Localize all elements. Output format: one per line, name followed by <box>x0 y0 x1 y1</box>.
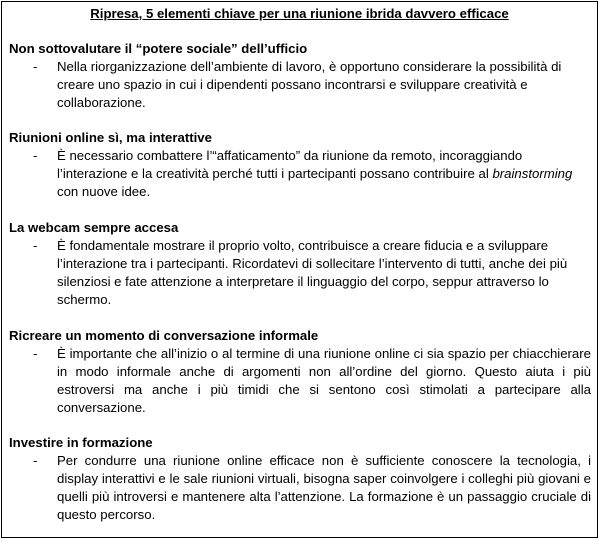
section-heading: Non sottovalutare il “potere sociale” dell’ufficio <box>9 41 308 56</box>
section-text <box>57 147 591 201</box>
section-text: Nella riorganizzazione dell’ambiente di lavoro, è opportuno considerare la possibilità di creare uno spazio in cui i dipendenti possano incontrarsi e sviluppare creatività e collaborazione. <box>57 59 562 110</box>
section-interactive-meetings <box>9 129 591 201</box>
document-title: Ripresa, 5 elementi chiave per una riunione ibrida davvero efficace <box>90 6 509 21</box>
section-text: Per condurre una riunione online efficace non è sufficiente conoscere la tecnologia, i display interattivi e le sale riunioni virtuali, bisogna saper coinvolgere i colleghi più giovani e quelli più introversi e mantenere alta l’attenzione. La formazione è un passaggio cruciale di questo percorso. <box>57 453 591 522</box>
section-text: È fondamentale mostrare il proprio volto, contribuisce a creare fiducia e a sviluppare l’interazione tra i partecipanti. Ricordatevi di sollecitare l’intervento di tutti, anche dei più silenziosi e fate attenzione a interpretare il linguaggio del corpo, seppur attraverso lo schermo. <box>57 238 568 307</box>
section-webcam <box>9 219 591 309</box>
list-item <box>9 452 591 524</box>
section-heading: Investire in formazione <box>9 435 153 450</box>
list-item <box>9 237 591 309</box>
section-social-power <box>9 40 591 112</box>
list-item <box>9 147 591 201</box>
section-training <box>9 434 591 524</box>
bullet-dash: - <box>33 346 38 361</box>
text-segment: con nuove idee. <box>57 184 151 199</box>
bullet-dash: - <box>33 148 38 163</box>
bullet-dash: - <box>33 453 38 468</box>
bullet-dash: - <box>33 238 38 253</box>
section-text: È importante che all’inizio o al termine di una riunione online ci sia spazio per chiacchierare in modo informale anche di argomenti non all’ordine del giorno. Questo aiuta i più estroversi ma anche i più timidi che si sentono così stimolati a partecipare alla conversazione. <box>57 346 591 415</box>
section-informal-conversation <box>9 327 591 417</box>
bullet-dash: - <box>33 59 38 74</box>
list-item <box>9 345 591 417</box>
text-segment: È necessario combattere l’“affaticamento” da riunione da remoto, incoraggiando l’interazione e la creatività perché tutti i partecipanti possano contribuire al <box>57 148 523 181</box>
article-box <box>1 1 598 538</box>
section-heading: Riunioni online sì, ma interattive <box>9 130 212 145</box>
section-heading: Ricreare un momento di conversazione informale <box>9 328 319 343</box>
section-heading: La webcam sempre accesa <box>9 220 179 235</box>
list-item <box>9 58 591 112</box>
text-italic: brainstorming <box>492 166 573 181</box>
